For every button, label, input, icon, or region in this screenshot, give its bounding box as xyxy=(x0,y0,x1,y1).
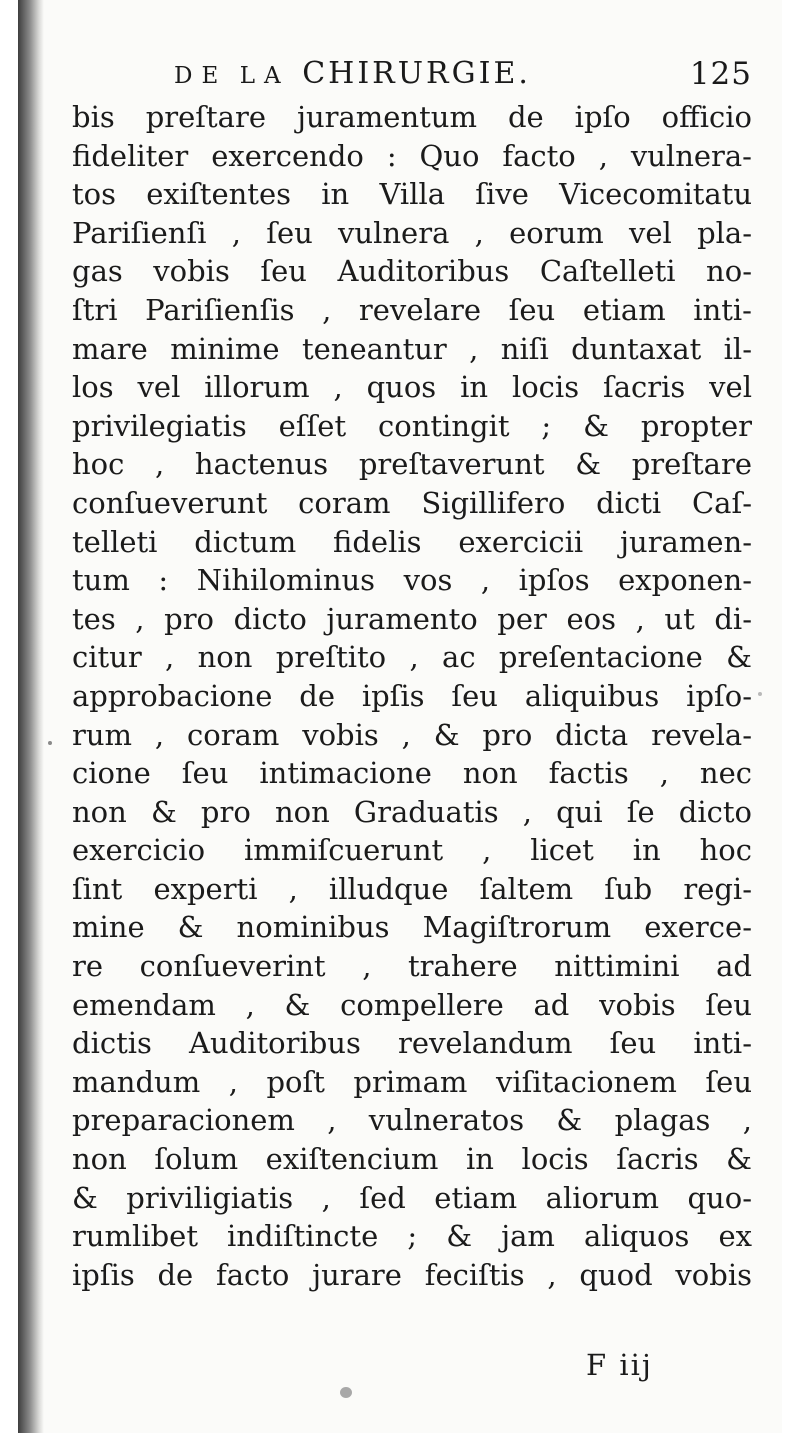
book-page xyxy=(18,0,782,1433)
text-line: dictis Auditoribus revelandum ſeu inti- xyxy=(72,1026,752,1061)
page-gutter-shadow xyxy=(18,0,44,1433)
text-line: tos exiſtentes in Villa ſive Vicecomitatu xyxy=(72,177,752,212)
ink-speck xyxy=(340,1387,352,1398)
text-line: preparacionem , vulneratos & plagas , xyxy=(72,1103,752,1138)
text-line: exercicio immiſcuerunt , licet in hoc xyxy=(72,833,752,868)
ink-speck xyxy=(48,741,52,745)
running-title-la: LA xyxy=(239,63,290,89)
text-line: Pariſienſi , ſeu vulnera , eorum vel pla- xyxy=(72,215,752,250)
ink-speck xyxy=(758,692,762,696)
text-line: ipſis de facto jurare feciſtis , quod vobis xyxy=(72,1257,752,1292)
text-line: hoc , hactenus preſtaverunt & preſtare xyxy=(72,447,752,482)
text-line: los vel illorum , quos in locis ſacris vel xyxy=(72,370,752,405)
text-line: tes , pro dicto juramento per eos , ut di- xyxy=(72,601,752,636)
text-line: tum : Nihilominus vos , ipſos exponen- xyxy=(72,563,752,598)
page-number: 125 xyxy=(689,56,752,92)
text-line: non ſolum exiſtencium in locis ſacris & xyxy=(72,1142,752,1177)
text-line: mare minime teneantur , niſi duntaxat il- xyxy=(72,331,752,366)
text-line: mine & nominibus Magiſtrorum exerce- xyxy=(72,910,752,945)
text-line: conſueverunt coram Sigillifero dicti Caſ- xyxy=(72,485,752,520)
text-line: re conſueverint , trahere nittimini ad xyxy=(72,949,752,984)
text-line: mandum , poſt primam viſitacionem ſeu xyxy=(72,1064,752,1099)
text-line: gas vobis ſeu Auditoribus Caſtelleti no- xyxy=(72,254,752,289)
text-line: approbacione de ipſis ſeu aliquibus ipſo- xyxy=(72,678,752,713)
signature-mark: F iij xyxy=(586,1348,653,1382)
text-line: rum , coram vobis , & pro dicta revela- xyxy=(72,717,752,752)
text-line: cione ſeu intimacione non factis , nec xyxy=(72,756,752,791)
text-line: ſint experti , illudque ſaltem ſub regi- xyxy=(72,871,752,906)
text-line: citur , non preſtito , ac preſentacione & xyxy=(72,640,752,675)
text-line: emendam , & compellere ad vobis ſeu xyxy=(72,987,752,1022)
text-line: rumlibet indiſtincte ; & jam aliquos ex xyxy=(72,1219,752,1254)
text-line: non & pro non Graduatis , qui ſe dicto xyxy=(72,794,752,829)
page-header xyxy=(74,52,754,102)
text-line: ſtri Pariſienſis , revelare ſeu etiam inti- xyxy=(72,292,752,327)
running-title-de: DE xyxy=(174,63,228,89)
text-line: fideliter exercendo : Quo facto , vulnera- xyxy=(72,138,752,173)
running-title xyxy=(174,56,531,91)
body-text xyxy=(72,98,752,1294)
running-title-main: CHIRURGIE. xyxy=(302,56,531,91)
text-line: & priviligiatis , ſed etiam aliorum quo- xyxy=(72,1180,752,1215)
text-line: privilegiatis eſſet contingit ; & propter xyxy=(72,408,752,443)
text-line: bis preſtare juramentum de ipſo officio xyxy=(72,100,752,134)
text-line: telleti dictum fidelis exercicii juramen- xyxy=(72,524,752,559)
